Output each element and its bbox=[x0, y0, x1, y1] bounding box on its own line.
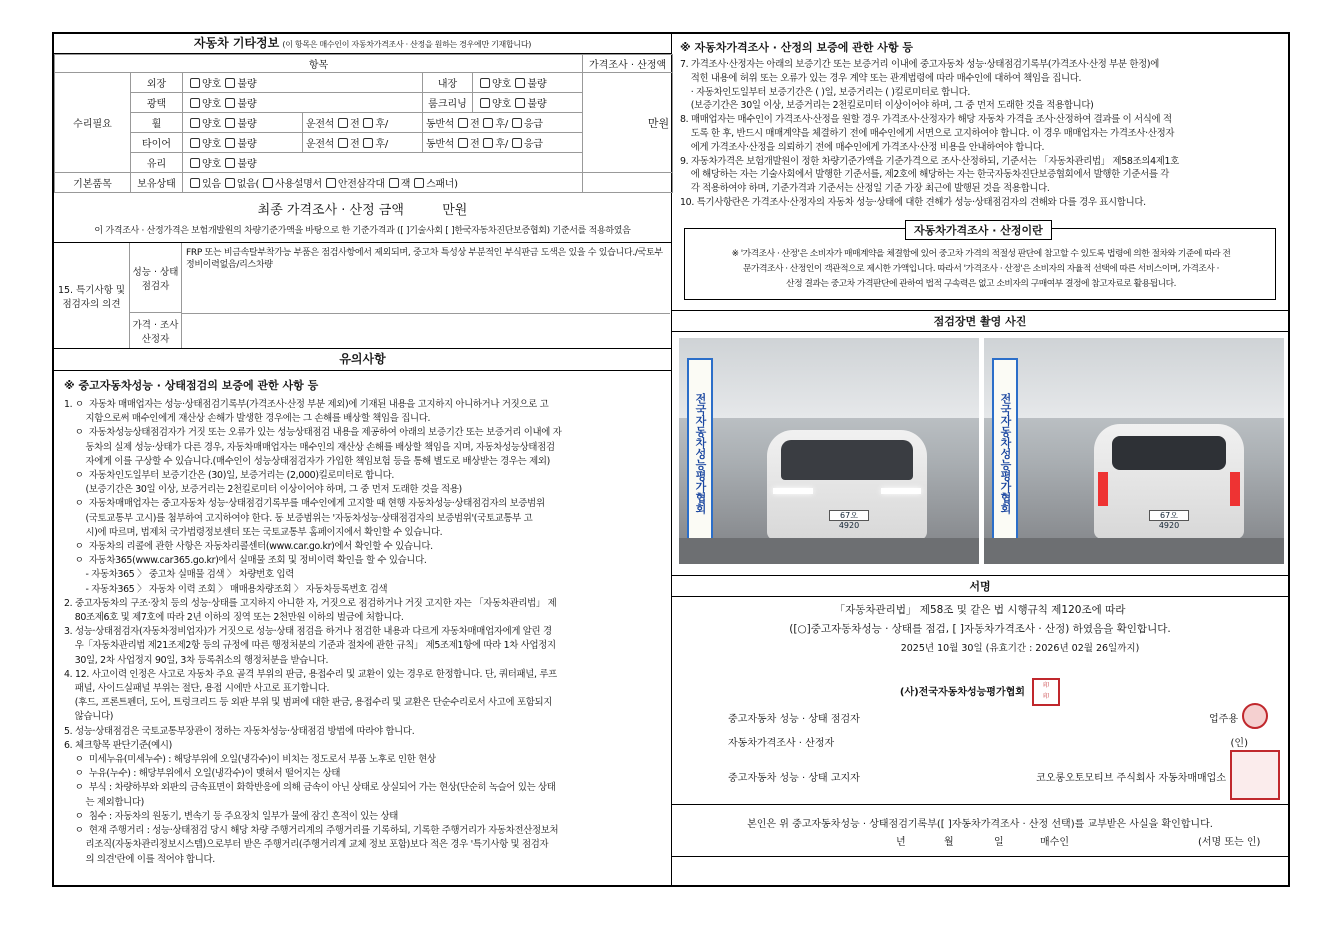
row-interior: 내장 bbox=[423, 73, 473, 93]
receipt-block bbox=[672, 804, 1288, 849]
price-warranty-line: 8. 매매업자는 매수인이 가격조사·산정을 원할 경우 가격조사·산정자가 해당 자동차 가격을 조사·산정하여 결과를 이 서식에 적 bbox=[680, 114, 1172, 126]
caution-list bbox=[64, 398, 663, 867]
perf-label: 성능 · 상태 점검자 bbox=[130, 243, 182, 313]
definition-line: 산정 결과는 중고차 가격판단에 관하여 법적 구속력은 없고 소비자의 구매여부 결정에 참고자료로 활용됩니다. bbox=[786, 279, 1176, 289]
other-info-header bbox=[54, 34, 671, 54]
caution-line: ㅇ 침수 : 자동차의 원동기, 변속기 등 주요장치 일부가 물에 잠긴 흔적이 있는 상태 bbox=[64, 810, 398, 822]
association-seal: 印 印 bbox=[1032, 678, 1060, 706]
caution-line: ㅇ 자동차의 리콜에 관한 사항은 자동차리콜센터(www.car.go.kr)에서 확인할 수 있습니다. bbox=[64, 541, 433, 553]
definition-text bbox=[695, 247, 1267, 292]
caution-line: 우「자동차관리법 제21조제2항 등의 규정에 따른 행정처분의 기준과 절차에 관한 규칙」 제5조제1항에 따라 1차 사업정지 bbox=[64, 640, 556, 652]
checkbox[interactable] bbox=[225, 158, 235, 168]
checkbox[interactable] bbox=[512, 118, 522, 128]
checkbox[interactable] bbox=[363, 118, 373, 128]
right-column bbox=[672, 34, 1288, 885]
receipt-line: 본인은 위 중고자동차성능 · 상태점검기록부([ ]자동차가격조사 · 산정 선택)를 교부받은 사실을 확인합니다. bbox=[747, 819, 1213, 830]
inspector-seal-label: 업주용 bbox=[1209, 714, 1238, 725]
caution-line: 시)에 따르며, 법제처 국가법령정보센터 또는 국토교통부 홈페이지에서 확인할 수 있습니다. bbox=[64, 526, 443, 538]
checkbox[interactable] bbox=[480, 98, 490, 108]
caution-line: 자에게 이를 구상할 수 있습니다.(매수인이 성능상태점검자가 가입한 책임보험 등을 통해 별도로 배상받는 경우는 제외) bbox=[64, 455, 550, 467]
caution-line: 4. 12. 사고이력 인정은 사고로 자동차 주요 골격 부위의 판금, 용접수리 및 교환이 있는 경우로 한정합니다. 단, 쿼터패널, 루프 bbox=[64, 668, 557, 680]
checkbox[interactable] bbox=[363, 138, 373, 148]
checkbox[interactable] bbox=[483, 138, 493, 148]
caution-line: - 자동차365 〉 자동차 이력 조회 〉 매매용차량조회 〉 자동차등록번호 검색 bbox=[64, 583, 388, 595]
notifier-label: 중고자동차 성능 · 상태 고지자 bbox=[728, 773, 860, 784]
definition-line: ※ '가격조사 · 산정'은 소비자가 매매계약을 체결함에 있어 중고차 가격의 적절성 판단에 참고할 수 있도록 법령에 의한 절차와 기준에 따라 전 bbox=[731, 249, 1231, 259]
checkbox[interactable] bbox=[225, 178, 235, 188]
checkbox[interactable] bbox=[190, 138, 200, 148]
price-warranty-list bbox=[680, 58, 1282, 210]
checkbox[interactable] bbox=[458, 118, 468, 128]
checkbox[interactable] bbox=[225, 98, 235, 108]
caution-line: 패널, 사이드실패널 부위는 절단, 용접 시에만 사고로 표기합니다. bbox=[64, 683, 330, 695]
notifier-name: 코오롱오토모티브 주식회사 자동차매매업소 bbox=[1036, 773, 1226, 784]
caution-line: (보증기간은 30일 이상, 보증거리는 2천킬로미터 이상이어야 하며, 그 중 먼저 도래한 것을 적용) bbox=[64, 484, 462, 496]
bottom-divider bbox=[672, 856, 1288, 857]
price-warranty-line: 각 적용하여야 하며, 기준가격과 기준서는 산정일 기준 가장 최근에 발행된 것을 적용합니다. bbox=[680, 183, 1050, 195]
caution-line: 80조제6호 및 제7호에 따라 2년 이하의 징역 또는 2천만원 이하의 벌금에 처합니다. bbox=[64, 612, 404, 624]
inspection-form-page bbox=[52, 32, 1290, 887]
receipt-sign: (서명 또는 인) bbox=[1198, 837, 1261, 848]
caution-line: ㅇ 자동차365(www.car365.go.kr)에서 실매물 조회 및 정비이력 확인을 할 수 있습니다. bbox=[64, 555, 427, 567]
receipt-day: 일 bbox=[994, 837, 1004, 848]
price-warranty-line: 에 해당하는 자는 기술사회에서 발행한 기준서를, 제2호에 해당하는 자는 한국자동차진단보증협회에서 발행한 기준서를 각 bbox=[680, 169, 1170, 181]
price-warranty-line: 적힌 내용에 허위 또는 오류가 있는 경우 계약 또는 관계법령에 따라 매수인에 대하여 책임을 집니다. bbox=[680, 72, 1082, 84]
checkbox[interactable] bbox=[480, 78, 490, 88]
checkbox[interactable] bbox=[515, 98, 525, 108]
warranty-title: ※ 중고자동차성능 · 상태점검의 보증에 관한 사항 등 bbox=[64, 379, 319, 392]
price-warranty-line: 10. 특기사항란은 가격조사·산정자의 자동차 성능·상태에 대한 견해가 성능·상태점검자의 견해와 다를 경우 표시합니다. bbox=[680, 196, 1146, 208]
association-banner: 전국자동차성능평가협회 bbox=[687, 358, 713, 548]
definition-line: 문가격조사 · 산정인이 객관적으로 제시한 가액입니다. 따라서 '가격조사 · 산정'은 소비자의 자율적 선택에 따른 서비스이며, 가격조사 · bbox=[743, 264, 1219, 274]
checkbox[interactable] bbox=[225, 138, 235, 148]
final-price-label: 최종 가격조사 · 산정 금액 bbox=[257, 203, 404, 218]
appraiser-seal: (인) bbox=[1230, 738, 1248, 749]
checkbox[interactable] bbox=[326, 178, 336, 188]
price-warranty-line: 에게 가격조사·산정을 의뢰하기 전에 매수인에게 가격조사·산정 비용을 안내하여야 합니다. bbox=[680, 141, 1045, 153]
inspector-label: 중고자동차 성능 · 상태 점검자 bbox=[728, 714, 860, 725]
caution-line: 30일, 2차 사업정지 90일, 3차 등록취소의 행정처분을 받습니다. bbox=[64, 654, 329, 666]
sign-title: 서명 bbox=[672, 575, 1288, 597]
caution-line: 1. ㅇ 자동차 매매업자는 성능·상태점검기록부(가격조사·산정 부분 제외)에 기재된 내용을 고지하지 아니하거나 거짓으로 고 bbox=[64, 399, 549, 410]
checkbox[interactable] bbox=[512, 138, 522, 148]
checkbox[interactable] bbox=[190, 178, 200, 188]
repair-label: 수리필요 bbox=[55, 73, 131, 173]
price-examiner-label: 가격 · 조사 산정자 bbox=[130, 313, 182, 348]
appraiser-label: 자동차가격조사 · 산정자 bbox=[728, 738, 835, 749]
col-item-header: 항목 bbox=[55, 55, 583, 73]
receipt-date-row bbox=[672, 833, 1288, 849]
row-wheel: 휠 bbox=[131, 113, 183, 133]
caution-line: ㅇ 미세누유(미세누수) : 해당부위에 오일(냉각수)이 비치는 정도로서 부품 노후로 인한 현상 bbox=[64, 754, 436, 766]
photo-title: 점검장면 촬영 사진 bbox=[672, 310, 1288, 332]
definition-title: 자동차가격조사 · 산정이란 bbox=[905, 220, 1052, 240]
license-plate: 67오 4920 bbox=[829, 510, 869, 521]
caution-line: ㅇ 자동차인도일부터 보증기간은 (30)일, 보증거리는 (2,000)킬로미터로 합니다. bbox=[64, 470, 395, 482]
checkbox[interactable] bbox=[483, 118, 493, 128]
checkbox[interactable] bbox=[190, 118, 200, 128]
special-label: 15. 특기사항 및 점검자의 의견 bbox=[54, 243, 130, 348]
perf-text: FRP 또는 비금속탈부착가능 부품은 점검사항에서 제외되며, 중고차 특성상 부분적인 부식판금 도색은 있을 수 있습니다./국토부정비이력없음/리스차량 bbox=[186, 248, 663, 270]
checkbox[interactable] bbox=[414, 178, 424, 188]
caution-line: ㅇ 부식 : 차량하부와 외판의 금속표면이 화학반응에 의해 금속이 아닌 상태로 상실되어 가는 현상(단순히 녹슬어 있는 상태 bbox=[64, 782, 556, 794]
inspection-photo-rear bbox=[984, 338, 1284, 564]
receipt-month: 월 bbox=[944, 837, 954, 848]
association-banner: 전국자동차성능평가협회 bbox=[992, 358, 1018, 548]
caution-line: 지함으로써 매수인에게 재산상 손해가 발생한 경우에는 그 손해를 배상할 책임을 집니다. bbox=[64, 413, 431, 425]
company-seal bbox=[1230, 750, 1280, 800]
basic-label: 기본품목 bbox=[55, 173, 131, 193]
price-warranty-line: (보증기간은 30일 이상, 보증거리는 2천킬로미터 이상이어야 하며, 그 중 먼저 도래한 것을 적용합니다) bbox=[680, 100, 1094, 112]
sign-confirm: ([○]중고자동차성능 · 상태를 점검, [ ]자동차가격조사 · 산정) 하였음을 확인합니다. bbox=[789, 623, 1171, 635]
other-info-title: 자동차 기타정보 bbox=[193, 36, 280, 50]
other-info-note: (이 항목은 매수인이 자동차가격조사 · 산정을 원하는 경우에만 기재합니다) bbox=[282, 40, 532, 49]
price-warranty-line: 7. 가격조사·산정자는 아래의 보증기간 또는 보증거리 이내에 중고자동차 성능·상태점검기록부(가격조사·산정 부분 한정)에 bbox=[680, 59, 1159, 70]
checkbox[interactable] bbox=[190, 78, 200, 88]
checkbox[interactable] bbox=[263, 178, 273, 188]
price-warranty-line: 9. 자동차가격은 보험개발원이 정한 차량기준가액을 기준가격으로 조사·산정하되, 기준서는 「자동차관리법」 제58조의4제1호 bbox=[680, 155, 1179, 167]
inspection-photo-front bbox=[679, 338, 979, 564]
caution-line: ㅇ 자동차성능상태점검자가 거짓 또는 오류가 있는 성능상태점검 내용을 제공하여 아래의 보증기간 또는 보증거리 이내에 자 bbox=[64, 427, 562, 439]
caution-line: 않습니다) bbox=[64, 711, 114, 723]
caution-line: ㅇ 누유(누수) : 해당부위에서 오일(냉각수)이 맺혀서 떨어지는 상태 bbox=[64, 768, 341, 780]
receipt-year: 년 bbox=[896, 837, 906, 848]
license-plate: 67오 4920 bbox=[1149, 510, 1189, 521]
definition-box bbox=[684, 224, 1276, 300]
caution-line: 의 의견'란에 이를 적어야 합니다. bbox=[64, 853, 215, 865]
caution-line: (후드, 프론트펜더, 도어, 트렁크리드 등 외판 부위 및 범퍼에 대한 판금, 용접수리 및 교환은 단순수리로서 사고에 포함되지 bbox=[64, 697, 552, 709]
checkbox[interactable] bbox=[458, 138, 468, 148]
checkbox[interactable] bbox=[190, 158, 200, 168]
price-warranty-line: · 자동차인도일부터 보증기간은 ( )일, 보증거리는 ( )킬로미터로 합니다. bbox=[680, 86, 971, 98]
left-column bbox=[54, 34, 672, 885]
row-glass: 유리 bbox=[131, 153, 183, 173]
caution-line: 동차의 실제 성능·상태가 다른 경우, 자동차매매업자는 매수인의 재산상 손해를 배상할 책임을 지며, 자동차성능상태점검 bbox=[64, 441, 555, 453]
col-price-header: 가격조사 · 산정액 bbox=[583, 55, 673, 73]
checkbox[interactable] bbox=[190, 98, 200, 108]
caution-line: 3. 성능·상태점검자(자동차정비업자)가 거짓으로 성능·상태 점검을 하거나 점검한 내용과 다르게 자동차매매업자에게 알린 경 bbox=[64, 626, 552, 638]
sign-law: 「자동차관리법」 제58조 및 같은 법 시행규칙 제120조에 따라 bbox=[834, 604, 1126, 616]
other-info-table: 항목 가격조사 · 산정액 수리필요 외장 양호 불량 내장 양호 불량 만원 광택 양호 불량 룸크리닝 양호 불량 휠 양호 불량 운전석 전 후/ 동반석 전 후/ 응급 타이어 양호 불량 운전석 전 후/ 동반석 전 후/ 응급 유리 양호 불량 기본품목 보유상태 있음 없음( 사용설명서 안전삼각대 잭 스패너) bbox=[54, 54, 673, 193]
checkbox[interactable] bbox=[225, 78, 235, 88]
caution-line: 6. 체크항목 판단기준(예시) bbox=[64, 739, 172, 751]
caution-line: 리조직(자동차관리정보시스템)으로부터 받은 주행거리(주행거리계 교체 정보 포함)보다 적은 경우 '특기사항 및 점검자 bbox=[64, 839, 549, 851]
sign-date: 2025년 10월 30일 (유효기간 : 2026년 02월 26일까지) bbox=[900, 643, 1140, 654]
caution-notes bbox=[54, 371, 671, 867]
caution-line: (국토교통부 고시)를 첨부하여 고지하여야 한다. 동 보증범위는 '자동차성능·상태점검자의 보증범위'(국토교통부 고 bbox=[64, 512, 533, 524]
caution-line: ㅇ 자동차매매업자는 중고자동차 성능·상태점검기록부를 매수인에게 고지할 때 현행 자동차성능·상태점검자의 보증범위 bbox=[64, 498, 545, 510]
row-roomcleaning: 룸크리닝 bbox=[423, 93, 473, 113]
sign-statement bbox=[672, 601, 1288, 658]
inspector-seal bbox=[1242, 703, 1268, 729]
row-gloss: 광택 bbox=[131, 93, 183, 113]
checkbox[interactable] bbox=[515, 78, 525, 88]
checkbox[interactable] bbox=[338, 138, 348, 148]
price-unit: 만원 bbox=[583, 73, 673, 173]
price-warranty-line: 도록 한 후, 반드시 매매계약을 체결하기 전에 매수인에게 서면으로 고지하여야 합니다. 이 경우 매매업자는 가격조사·산정자 bbox=[680, 127, 1175, 139]
caution-line: - 자동차365 〉 중고차 실매물 검색 〉 차량번호 입력 bbox=[64, 569, 294, 581]
caution-line: ㅇ 현재 주행거리 : 성능·상태점검 당시 해당 차량 주행거리계의 주행거리를 기록하되, 기록한 주행거리가 자동차전산정보처 bbox=[64, 825, 559, 837]
caution-title: 유의사항 bbox=[54, 349, 671, 371]
checkbox[interactable] bbox=[225, 118, 235, 128]
final-price-block bbox=[54, 193, 671, 243]
receipt-buyer: 매수인 bbox=[1040, 837, 1069, 848]
association-name: (사)전국자동차성능평가협회 bbox=[899, 687, 1025, 698]
final-price-note: 이 가격조사 · 산정가격은 보험개발원의 차량기준가액을 바탕으로 한 기준가격과 ([ ]기술사회 [ ]한국자동차진단보증협회) 기준서를 적용하였음 bbox=[94, 226, 631, 236]
photo-area bbox=[672, 338, 1288, 568]
caution-line: 는 제외합니다) bbox=[64, 796, 145, 808]
price-warranty-title: ※ 자동차가격조사 · 산정의 보증에 관한 사항 등 bbox=[680, 41, 913, 54]
checkbox[interactable] bbox=[338, 118, 348, 128]
final-price-unit: 만원 bbox=[442, 203, 468, 218]
caution-line: 2. 중고자동차의 구조·장치 등의 성능·상태를 고지하지 아니한 자, 거짓으로 점검하거나 거짓 고지한 자는 「자동차관리법」 제 bbox=[64, 597, 557, 609]
special-notes-block bbox=[54, 243, 671, 349]
price-warranty-block bbox=[672, 34, 1288, 226]
row-own: 보유상태 bbox=[131, 173, 183, 193]
row-tire: 타이어 bbox=[131, 133, 183, 153]
row-exterior: 외장 bbox=[131, 73, 183, 93]
caution-line: 5. 성능·상태점검은 국토교통부장관이 정하는 자동차성능·상태점검 방법에 따라야 합니다. bbox=[64, 725, 415, 737]
checkbox[interactable] bbox=[389, 178, 399, 188]
association-line bbox=[672, 678, 1288, 706]
